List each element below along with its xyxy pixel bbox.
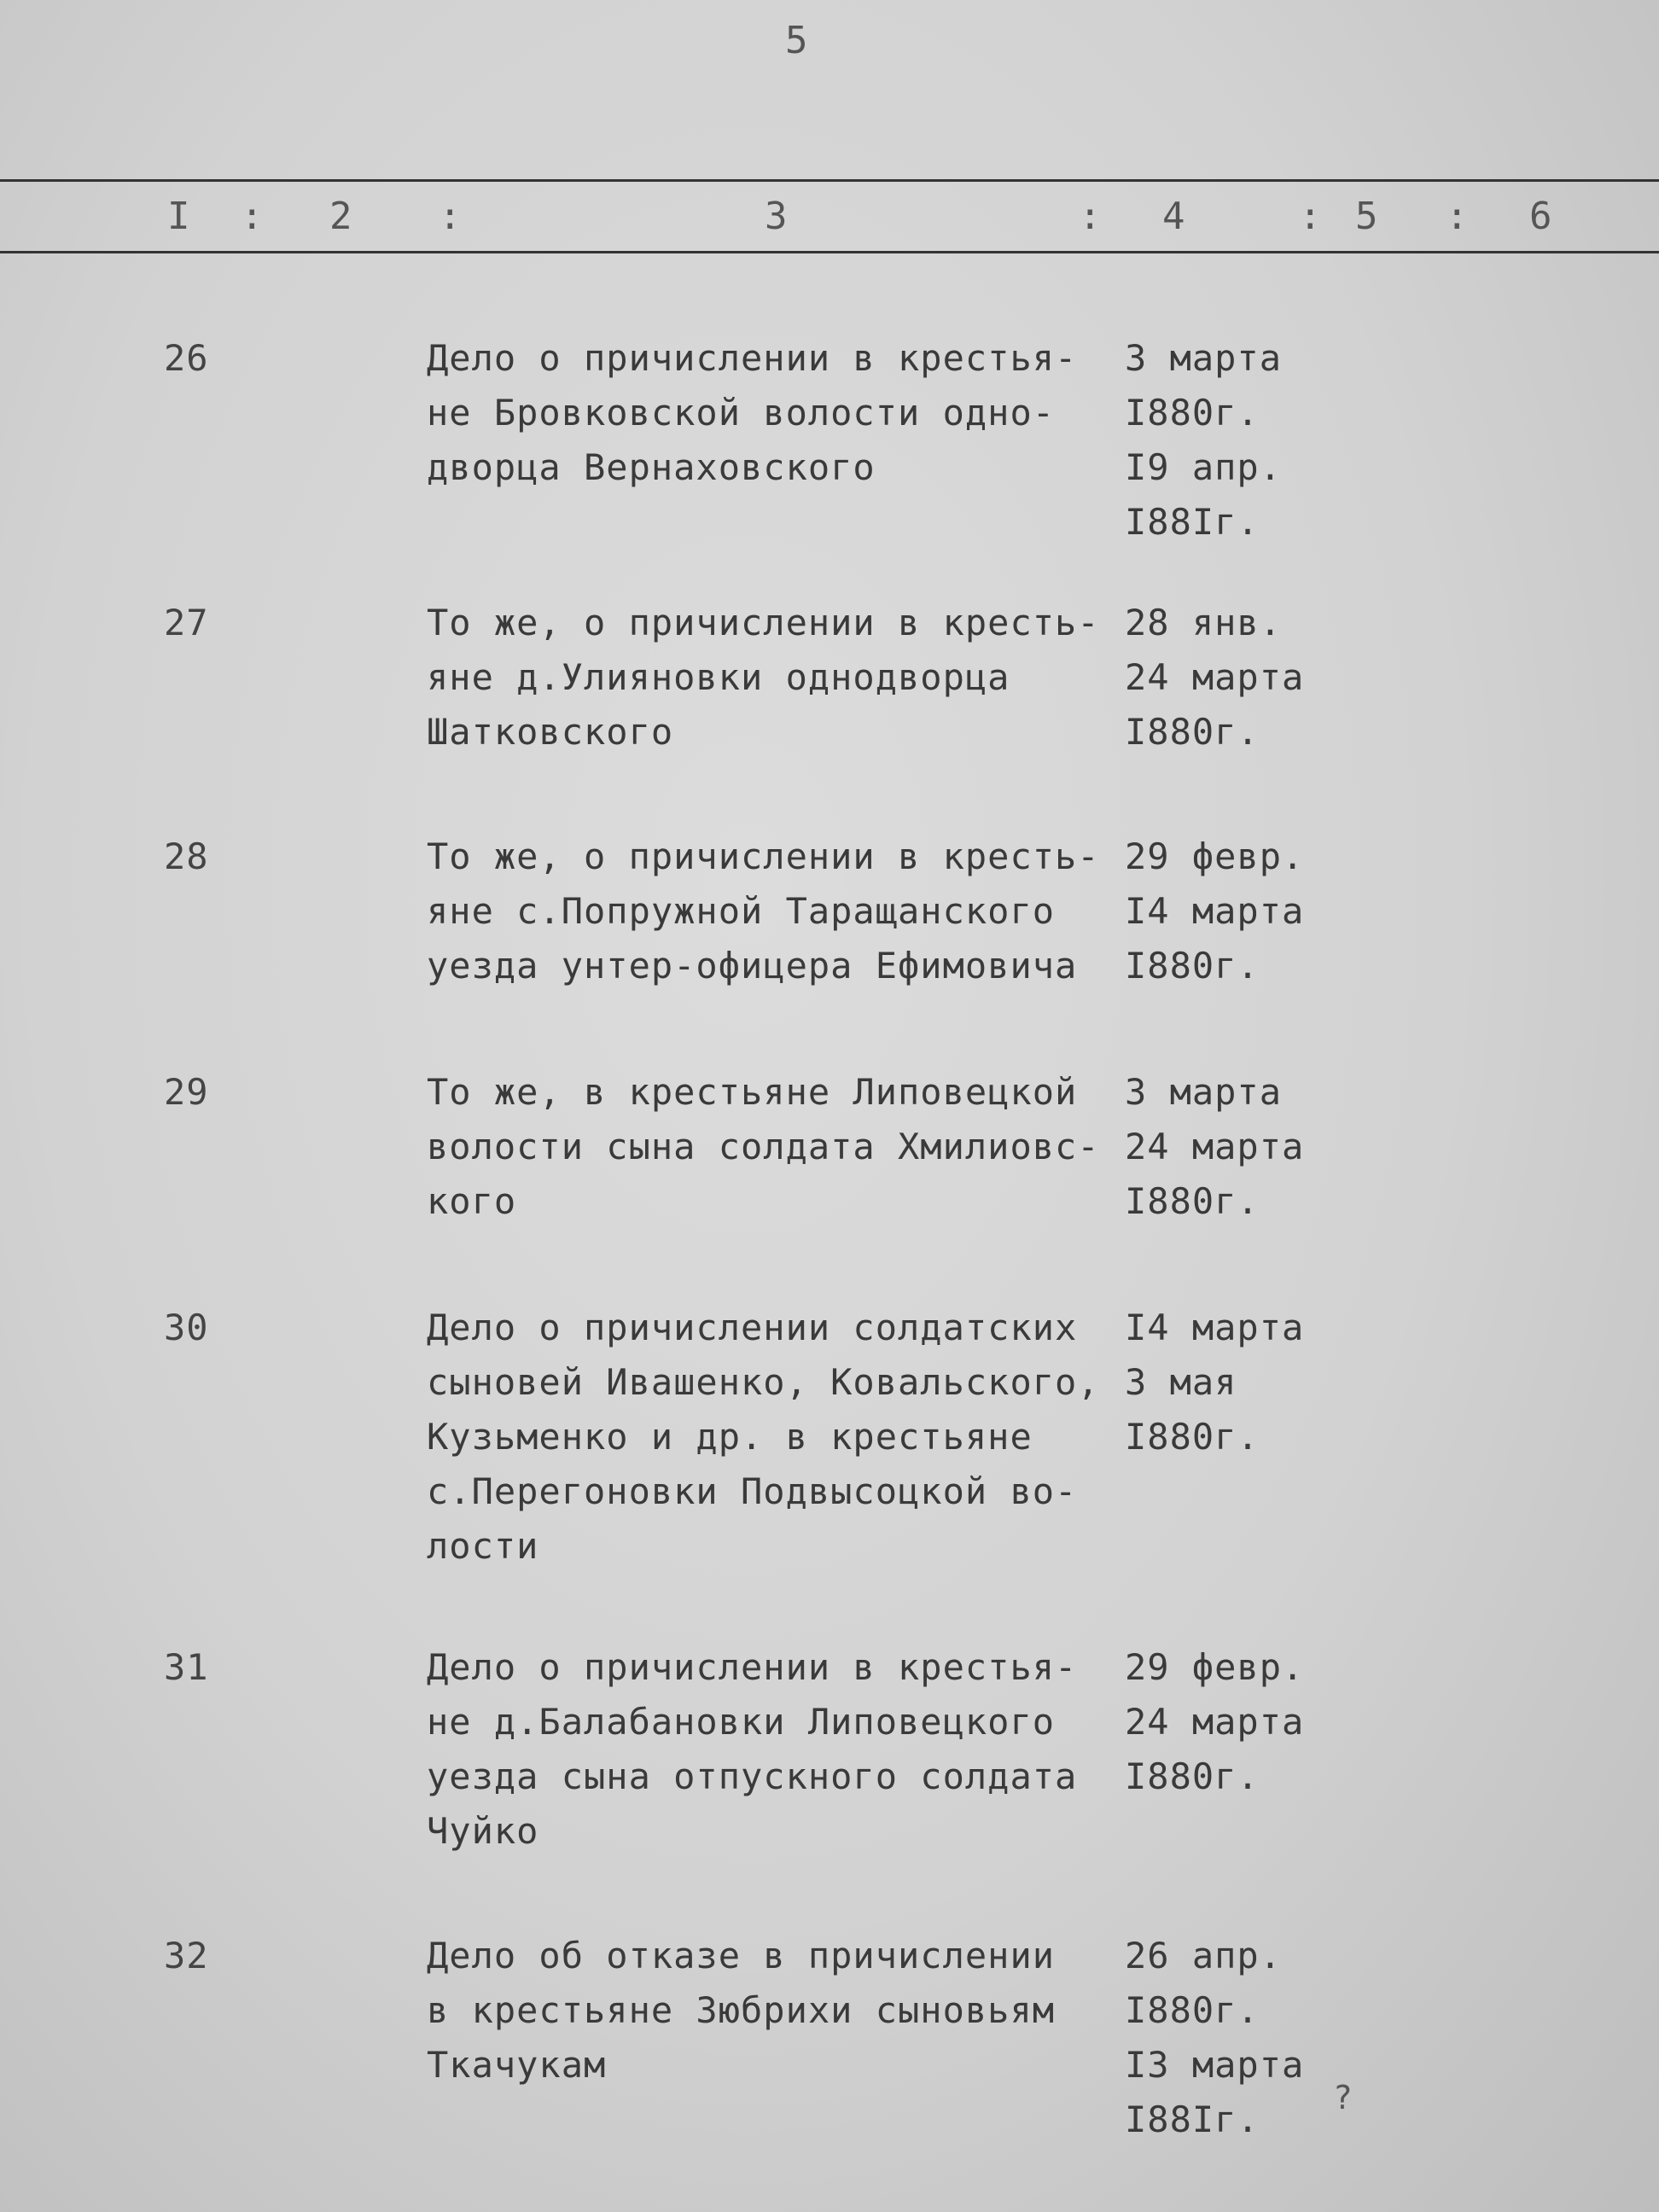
date-line: 3 марта <box>1125 1071 1283 1113</box>
date-line: 3 мая <box>1125 1361 1237 1403</box>
entry-number: 28 <box>164 835 209 877</box>
entry-dates <box>1125 1929 1347 2147</box>
description-line: не Бровковской волости одно- <box>427 392 1056 434</box>
header-rule-bottom <box>0 251 1659 253</box>
column-separator: : <box>439 195 462 238</box>
entry-dates <box>1125 331 1347 550</box>
date-line: I3 марта <box>1125 2044 1305 2086</box>
description-line: Дело о причислении солдатских <box>427 1307 1078 1348</box>
date-line: 29 февр. <box>1125 1646 1305 1688</box>
entry-description <box>427 596 1126 760</box>
column-header-2: 2 <box>329 195 352 238</box>
description-line: волости сына солдата Хмилиовс- <box>427 1126 1100 1167</box>
entry-number: 27 <box>164 602 209 643</box>
description-line: Дело об отказе в причислении <box>427 1935 1056 1976</box>
column-header-1: I <box>167 195 190 238</box>
page-number: 5 <box>785 19 808 62</box>
date-line: 3 марта <box>1125 337 1283 379</box>
description-line: яне д.Улияновки однодворца <box>427 656 1010 698</box>
date-line: I9 апр. <box>1125 446 1283 488</box>
date-line: 26 апр. <box>1125 1935 1283 1976</box>
description-line: То же, о причислении в кресть- <box>427 602 1100 643</box>
description-line: Дело о причислении в крестья- <box>427 337 1078 379</box>
date-line: I880г. <box>1125 945 1260 987</box>
description-line: кого <box>427 1180 517 1222</box>
date-line: I880г. <box>1125 1989 1260 2031</box>
entry-dates <box>1125 1065 1347 1229</box>
date-line: I4 марта <box>1125 890 1305 932</box>
description-line: в крестьяне Зюбрихи сыновьям <box>427 1989 1056 2031</box>
description-line: уезда унтер-офицера Ефимовича <box>427 945 1078 987</box>
description-line: сыновей Ивашенко, Ковальского, <box>427 1361 1100 1403</box>
column-separator: : <box>1446 195 1469 238</box>
description-line: Ткачукам <box>427 2044 607 2086</box>
entry-description <box>427 830 1126 993</box>
entry-number: 31 <box>164 1646 209 1688</box>
margin-question-mark: ? <box>1333 2079 1353 2116</box>
description-line: дворца Вернаховского <box>427 446 876 488</box>
entry-description <box>427 1929 1126 2093</box>
date-line: 29 февр. <box>1125 835 1305 877</box>
header-rule-top <box>0 179 1659 182</box>
date-line: I880г. <box>1125 1416 1260 1458</box>
date-line: I88Iг. <box>1125 501 1260 543</box>
column-separator: : <box>241 195 264 238</box>
column-header-5: 5 <box>1355 195 1378 238</box>
description-line: Дело о причислении в крестья- <box>427 1646 1078 1688</box>
description-line: То же, о причислении в кресть- <box>427 835 1100 877</box>
column-header-3: 3 <box>765 195 788 238</box>
date-line: I88Iг. <box>1125 2098 1260 2140</box>
entry-dates <box>1125 830 1347 993</box>
date-line: I880г. <box>1125 1755 1260 1797</box>
column-header-4: 4 <box>1162 195 1185 238</box>
description-line: Кузьменко и др. в крестьяне <box>427 1416 1033 1458</box>
date-line: I880г. <box>1125 1180 1260 1222</box>
entry-description <box>427 331 1126 495</box>
column-separator: : <box>1299 195 1322 238</box>
date-line: 24 марта <box>1125 1126 1305 1167</box>
entry-description <box>427 1640 1126 1859</box>
date-line: 24 марта <box>1125 1701 1305 1743</box>
date-line: 28 янв. <box>1125 602 1283 643</box>
description-line: яне с.Попружной Таращанского <box>427 890 1056 932</box>
date-line: 24 марта <box>1125 656 1305 698</box>
entry-number: 30 <box>164 1307 209 1348</box>
entry-number: 29 <box>164 1071 209 1113</box>
entry-description <box>427 1301 1126 1574</box>
date-line: I880г. <box>1125 711 1260 753</box>
entry-dates <box>1125 1640 1347 1804</box>
date-line: I880г. <box>1125 392 1260 434</box>
entry-dates <box>1125 596 1347 760</box>
description-line: уезда сына отпускного солдата <box>427 1755 1078 1797</box>
description-line: Чуйко <box>427 1810 539 1852</box>
column-header-row <box>0 195 1659 246</box>
date-line: I4 марта <box>1125 1307 1305 1348</box>
description-line: не д.Балабановки Липовецкого <box>427 1701 1056 1743</box>
entry-description <box>427 1065 1126 1229</box>
description-line: Шатковского <box>427 711 674 753</box>
column-header-6: 6 <box>1529 195 1552 238</box>
entry-dates <box>1125 1301 1347 1464</box>
description-line: лости <box>427 1525 539 1567</box>
entry-number: 26 <box>164 337 209 379</box>
column-separator: : <box>1079 195 1102 238</box>
entry-number: 32 <box>164 1935 209 1976</box>
description-line: То же, в крестьяне Липовецкой <box>427 1071 1078 1113</box>
description-line: с.Перегоновки Подвысоцкой во- <box>427 1470 1078 1512</box>
